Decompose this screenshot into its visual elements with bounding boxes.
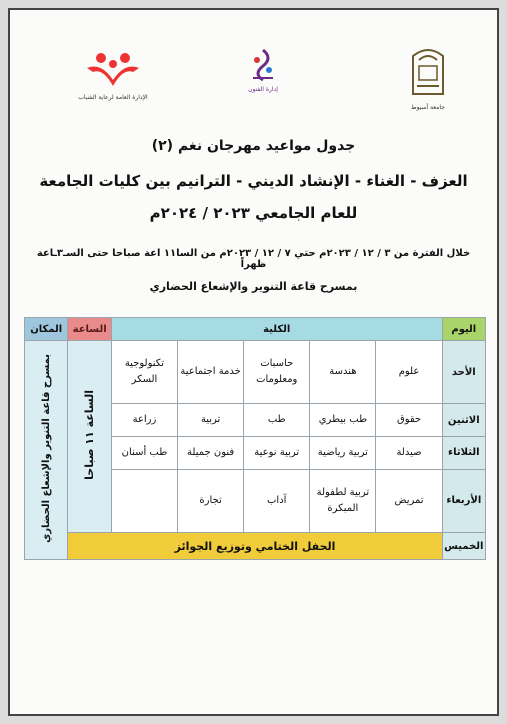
- music-emblem-icon: [247, 48, 279, 82]
- college-cell: تربية رياضية: [310, 437, 376, 470]
- logo-right-caption: جامعة أسيوط: [411, 104, 445, 111]
- time-cell: [68, 341, 111, 533]
- college-cell: [111, 469, 177, 532]
- college-cell: تجارة: [178, 469, 244, 532]
- schedule-table: [24, 317, 486, 560]
- day-cell: الأربعاء: [442, 469, 485, 532]
- college-cell: آداب: [244, 469, 310, 532]
- college-cell: طب بيطري: [310, 404, 376, 437]
- college-cell: خدمة اجتماعية: [178, 341, 244, 404]
- university-crest-icon: [405, 46, 451, 98]
- header-time: الساعة: [68, 318, 111, 341]
- table-row: [25, 533, 486, 560]
- logo-mid-caption: إدارة الفنون: [248, 86, 278, 93]
- college-cell: حقوق: [376, 404, 442, 437]
- arts-dept-logo: [238, 48, 288, 93]
- college-cell: صيدلة: [376, 437, 442, 470]
- document-page: [8, 8, 499, 716]
- college-cell: تمريض: [376, 469, 442, 532]
- college-cell: هندسة: [310, 341, 376, 404]
- header-place: المكان: [25, 318, 68, 341]
- place-value: بمسرح قاعة التنوير والإشعاع الحضاري: [40, 354, 52, 543]
- day-cell: الخميس: [442, 533, 485, 560]
- college-cell: حاسبات ومعلومات: [244, 341, 310, 404]
- college-cell: تربية: [178, 404, 244, 437]
- academic-year: للعام الجامعي ٢٠٢٣ / ٢٠٢٤م: [149, 204, 358, 222]
- time-value: الساعة ١١ صباحا: [83, 390, 97, 480]
- schedule-subtitle: العزف - الغناء - الإنشاد الديني - الترانيم بين كليات الجامعة: [39, 172, 468, 190]
- header-college: الكلية: [111, 318, 442, 341]
- header-day: اليوم: [442, 318, 485, 341]
- table-header-row: [25, 318, 486, 341]
- college-cell: طب: [244, 404, 310, 437]
- college-cell: زراعة: [111, 404, 177, 437]
- college-cell: فنون جميلة: [178, 437, 244, 470]
- period-line: خلال الفترة من ٣ / ١٢ / ٢٠٢٣م حتي ٧ / ١٢ / ٢٠٢٣م من السا١١ اعة صباحا حتى السـ٣ـاعة ظهراً: [36, 248, 471, 270]
- college-cell: تربية نوعية: [244, 437, 310, 470]
- closing-ceremony-cell: الحفل الختامي وتوزيع الجوائز: [68, 533, 442, 560]
- logo-left-caption: الإدارة العامة لرعاية الشباب: [78, 94, 148, 101]
- university-logo: [398, 46, 458, 111]
- table-row: [25, 341, 486, 404]
- college-cell: تكنولوجية السكر: [111, 341, 177, 404]
- venue-line: بمسرح قاعة التنوير والإشعاع الحضاري: [149, 280, 358, 293]
- schedule-title: جدول مواعيد مهرجان نغم (٢): [151, 138, 356, 154]
- youth-figures-icon: [83, 50, 143, 88]
- day-cell: الاثنين: [442, 404, 485, 437]
- place-cell: [25, 341, 68, 560]
- day-cell: الأحد: [442, 341, 485, 404]
- day-cell: الثلاثاء: [442, 437, 485, 470]
- college-cell: علوم: [376, 341, 442, 404]
- youth-welfare-logo: [68, 50, 158, 101]
- college-cell: تربية لطفولة المبكرة: [310, 469, 376, 532]
- college-cell: طب أسنان: [111, 437, 177, 470]
